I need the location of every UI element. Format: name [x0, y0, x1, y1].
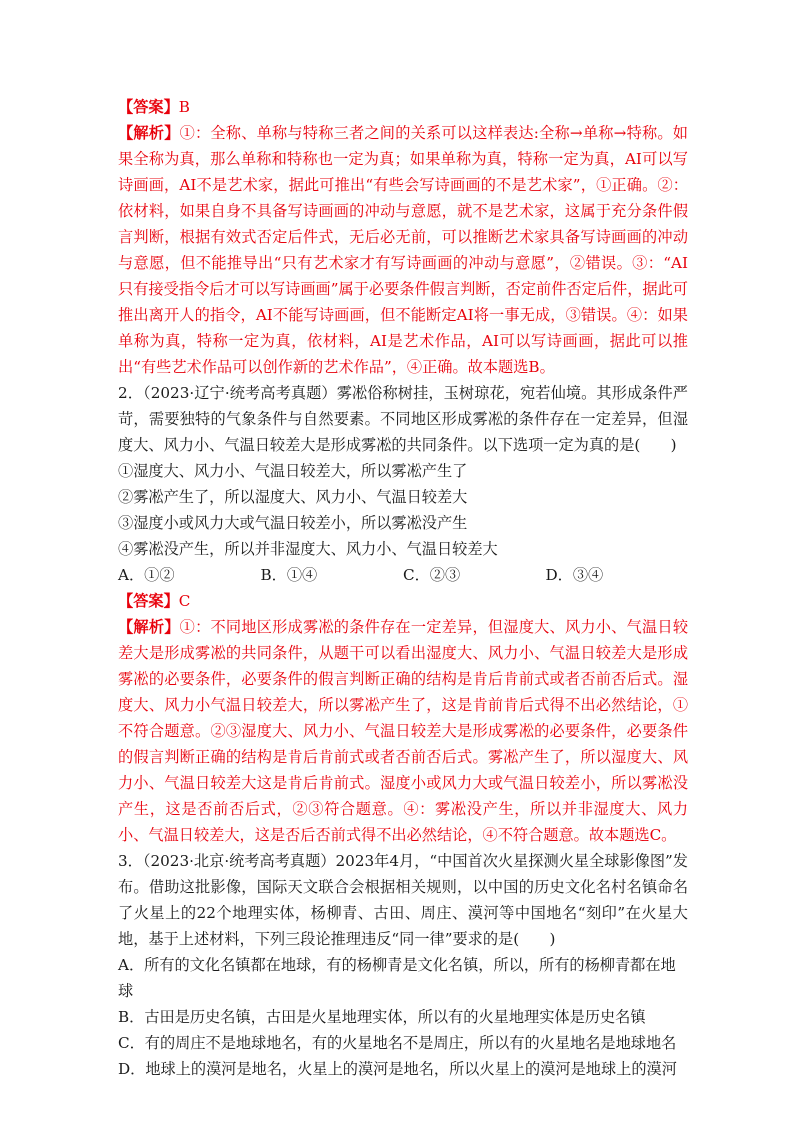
- answer-tag: 【答案】: [118, 592, 179, 610]
- answer-tag: 【答案】: [118, 98, 179, 116]
- q2-item-4: ④雾凇没产生，所以并非湿度大、风力小、气温日较差大: [118, 540, 498, 558]
- q2-option-c: C．②③: [403, 566, 461, 584]
- analysis-text: ①：不同地区形成雾凇的条件存在一定差异，但湿度大、风力小、气温日较差大是形成雾凇的共同条件，从题干可以看出湿度大、风力小、气温日较差大是形成雾凇的必要条件，必要条件的假言判断正确的结构是肯后肯前式或者否前否后式。湿度大、风力小气温日较差大，所以雾凇产生了，这是肯前肯后式得不出必然结论，①不符合题意。②③湿度大、风力小、气温日较差大是形成雾凇的必要条件，必要条件的假言判断正确的结构是肯后肯前式或者否前否后式。雾凇产生了，所以湿度大、风力小、气温日较差大这是肯后肯前式。湿度小或风力大或气温日较差小，所以雾凇没产生，这是否前否后式，②③符合题意。④：雾凇没产生，所以并非湿度大、风力小、气温日较差大，这是否后否前式得不出必然结论，④不符合题意。故本题选C。: [118, 618, 689, 844]
- q3-option-a: A．所有的文化名镇都在地球，有的杨柳青是文化名镇，所以，所有的杨柳青都在地球: [118, 956, 676, 1000]
- q2-item-3: ③湿度小或风力大或气温日较差小，所以雾凇没产生: [118, 514, 468, 532]
- q2-option-d: D．③④: [545, 566, 604, 584]
- q3-option-d: D．地球上的漠河是地名，火星上的漠河是地名，所以火星上的漠河是地球上的漠河: [118, 1060, 677, 1078]
- q3-stem: 3．（2023·北京·统考高考真题）2023年4月，“中国首次火星探测火星全球影像图”发布。借助这批影像，国际天文联合会根据相关规则，以中国的历史文化名村名镇命名了火星上的22个地理实体，杨柳青、古田、周庄、漠河等中国地名“刻印”在火星大地，基于上述材料，下列三段论推理违反“同一律”要求的是( ): [118, 852, 688, 948]
- q2-option-a: A．①②: [118, 566, 175, 584]
- q3-option-b: B．古田是历史名镇，古田是火星地理实体，所以有的火星地理实体是历史名镇: [118, 1008, 646, 1026]
- q2-item-1: ①湿度大、风力小、气温日较差大，所以雾凇产生了: [118, 462, 468, 480]
- answer-value: B: [178, 98, 190, 116]
- q2-option-b: B．①④: [260, 566, 318, 584]
- q3-option-c: C．有的周庄不是地球地名，有的火星地名不是周庄，所以有的火星地名是地球地名: [118, 1034, 677, 1052]
- q2-options: [118, 562, 688, 588]
- answer-value: C: [178, 592, 191, 610]
- q1-answer: [118, 94, 688, 120]
- q2-answer: [118, 588, 688, 614]
- q2-stem: 2．（2023·辽宁·统考高考真题）雾凇俗称树挂，玉树琼花，宛若仙境。其形成条件严苛，需要独特的气象条件与自然要素。不同地区形成雾凇的条件存在一定差异，但湿度大、风力小、气温日较差大是形成雾凇的共同条件。以下选项一定为真的是( ): [118, 384, 688, 454]
- analysis-text: ①：全称、单称与特称三者之间的关系可以这样表达:全称→单称→特称。如果全称为真，那么单称和特称也一定为真；如果单称为真，特称一定为真，AI可以写诗画画，AI不是艺术家，据此可推出“有些会写诗画画的不是艺术家”，①正确。②：依材料，如果自身不具备写诗画画的冲动与意愿，就不是艺术家，这属于充分条件假言判断，根据有效式否定后件式，无后必无前，可以推断艺术家具备写诗画画的冲动与意愿，但不能推导出“只有艺术家才有写诗画画的冲动与意愿”，②错误。③：“AI只有接受指令后才可以写诗画画”属于必要条件假言判断，否定前件否定后件，据此可推出离开人的指令，AI不能写诗画画，但不能断定AI将一事无成，③错误。④：如果单称为真，特称一定为真，依材料，AI是艺术作品，AI可以写诗画画，据此可以推出“有些艺术作品可以创作新的艺术作品”，④正确。故本题选B。: [118, 124, 688, 376]
- analysis-tag: 【解析】: [118, 124, 180, 142]
- document-page: [118, 94, 688, 1082]
- q1-analysis: [118, 120, 688, 380]
- q2-item-2: ②雾凇产生了，所以湿度大、风力小、气温日较差大: [118, 488, 468, 506]
- q2-analysis: [118, 614, 688, 848]
- analysis-tag: 【解析】: [118, 618, 180, 636]
